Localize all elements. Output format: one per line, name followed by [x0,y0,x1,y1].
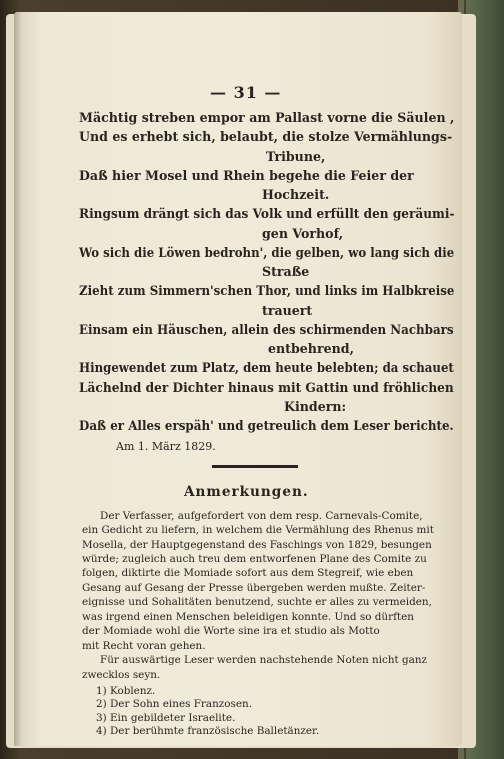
poem-line: Tribune, [266,148,326,164]
note-line: ein Gedicht zu liefern, in welchem die Vermählung des Rhenus mit [82,524,434,537]
footnote: 2) Der Sohn eines Franzosen. [96,698,252,711]
footnote: 3) Ein gebildeter Israelite. [96,711,236,724]
poem-line: entbehrend, [268,341,354,357]
footnote: 1) Koblenz. [96,684,156,697]
poem-line: Hochzeit. [262,187,330,203]
book-page [14,12,462,746]
poem-line: Straße [262,264,310,280]
poem-line: Daß er Alles erspäh' und getreulich dem Leser berichte. [79,418,454,434]
poem-line: Zieht zum Simmern'schen Thor, und links im Halbkreise [79,283,455,299]
note-line: Mosella, der Hauptgegenstand des Faschings von 1829, besungen [82,538,432,551]
poem-line: Daß hier Mosel und Rhein begehe die Feier der [79,167,414,183]
note-line: der Momiade wohl die Worte sine ira et studio als Motto [82,625,380,638]
note-line: Für auswärtige Leser werden nachstehende Noten nicht ganz [100,654,428,667]
poem-line: Mächtig streben empor am Pallast vorne die Säulen , [79,110,455,126]
date-line: Am 1. März 1829. [116,440,216,454]
poem-line: gen Vorhof, [262,225,344,241]
poem-line: Hingewendet zum Platz, dem heute belebten; da schauet [79,360,454,376]
note-line: Der Verfasser, aufgefordert von dem resp. Carnevals-Comite, [100,509,423,522]
note-line: Gesang auf Gesang der Presse übergeben werden mußte. Zeiter- [82,581,426,594]
note-line: mit Recht voran gehen. [82,639,206,652]
page-gutter-shadow [14,12,22,746]
note-line: würde; zugleich auch treu dem entworfenen Plane des Comite zu [82,553,427,566]
notes-heading: Anmerkungen. [184,483,309,500]
poem-line: Wo sich die Löwen bedrohn', die gelben, wo lang sich die [79,244,455,260]
poem-line: Und es erhebt sich, belaubt, die stolze Vermählungs- [79,129,453,145]
note-line: eignisse und Sohalitäten benutzend, suchte er alles zu vermeiden, [82,596,432,609]
note-line: folgen, diktirte die Momiade sofort aus dem Stegreif, wie eben [82,567,414,580]
footnote: 4) Der berühmte französische Balletänzer. [96,725,320,738]
section-divider [212,465,298,468]
poem-line: Ringsum drängt sich das Volk und erfüllt den geräumi- [79,206,455,222]
poem-line: Einsam ein Häuschen, allein des schirmenden Nachbars [79,321,454,337]
poem-line: trauert [262,302,313,318]
page-number: — 31 — [210,83,282,103]
note-line: was irgend einen Menschen beleidigen konnte. Und so dürften [82,610,414,623]
poem-line: Lächelnd der Dichter hinaus mit Gattin und fröhlichen [79,379,454,395]
poem-line: Kindern: [284,398,347,414]
note-line: zwecklos seyn. [82,668,161,681]
